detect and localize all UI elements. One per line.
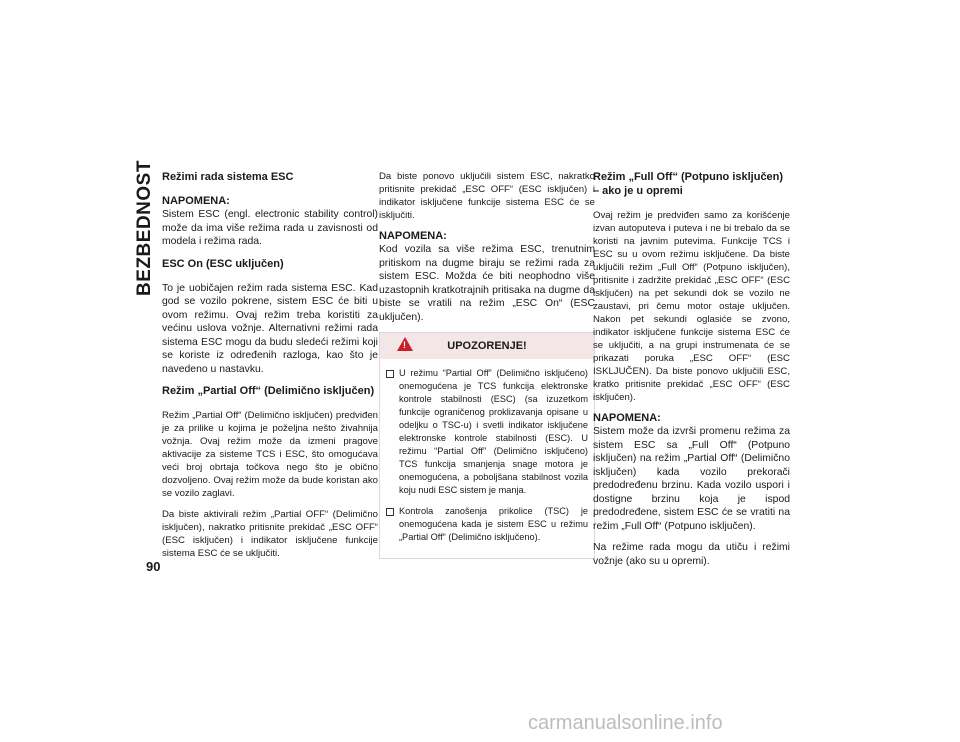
warning-triangle-icon [397, 337, 413, 351]
partial-off-text: Režim „Partial Off“ (Delimično isključen) predviđen je za prilike u kojima je poželjna nešto živahnija vožnja. Ovaj režim može da izmeni pragove aktivacije za sisteme TCS i ESC, što omogućava veći broj obrtaja točkova nego što je obično dozvoljeno. Ovaj režim može da bude koristan ako se vozilo zaglavi. [162, 410, 378, 499]
column-middle [379, 170, 595, 559]
column-left [162, 170, 378, 568]
esc-on-text: To je uobičajen režim rada sistema ESC. Kad god se vozilo pokrene, sistem ESC će biti u ovom režimu. Ovaj režim treba koristiti za većinu uslova vožnje. Alternativni režimi rada sistema ESC mogu da budu sledeći režimi koji se koriste iz određenih razloga, kao što je navedeno u nastavku. [162, 282, 378, 375]
watermark: carmanualsonline.info [528, 712, 723, 734]
page-number: 90 [146, 559, 161, 574]
bullet-square-icon [386, 508, 394, 516]
bullet-square-icon [386, 370, 394, 378]
warning-header [380, 333, 594, 359]
closing-text: Na režime rada mogu da utiču i režimi vožnje (ako su u opremi). [593, 542, 790, 567]
warning-item-text: U režimu “Partial Off” (Delimično isključeno) onemogućena je TCS funkcija elektronske kontrole stabilnosti (ESC) (sa izuzetkom funkcije ograničenog proklizavanja opisane u odeljku o TSC-u) i svetli indikator isključene elektronske kontrole stabilnosti (ESC). U režimu “Partial Off” (Delimično isključeno) TCS funkcija smanjenja snage motora je onemogućena, a poboljšana stabilnost vozila koju nudi ESC sistem je manja. [399, 368, 588, 495]
note-label: NAPOMENA: [162, 195, 230, 207]
section-title [133, 160, 157, 296]
esc-modes-heading: Režimi rada sistema ESC [162, 171, 294, 183]
full-off-heading: Režim „Full Off“ (Potpuno isključen) – ako je u opremi [593, 171, 784, 197]
warning-item [384, 367, 588, 497]
section-title-text: BEZBEDNOST [134, 160, 155, 296]
reactivate-text: Da biste ponovo uključili sistem ESC, nakratko pritisnite prekidač „ESC OFF“ (ESC isključen) i indikator isključene funkcije sistema ESC će se isključiti. [379, 171, 595, 221]
warning-item [384, 505, 588, 544]
column-right [593, 170, 790, 576]
note-label: NAPOMENA: [593, 412, 661, 424]
warning-title: UPOZORENJE! [447, 340, 527, 352]
note-label: NAPOMENA: [379, 230, 447, 242]
full-off-text: Ovaj režim je predviđen samo za korišćenje izvan autoputeva i puteva i ne bi trebalo da se koristi na javnim putevima. Funkcije TCS i ESC su u ovom režimu isključene. Da biste uključili režim „Full Off“ (Potpuno isključen), pritisnite i zadržite prekidač „ESC OFF“ (ESC isključen) na pet sekundi dok se vozilo ne zaustavi, pri čemu motor ostaje uključen. Nakon pet sekundi oglasiće se zvono, indikator isključene funkcije sistema ESC će se uključiti, a na grupi instrumenata će se prikazati poruka „ESC OFF“ (ESC ISKLJUČEN). Da biste ponovo uključili ESC, kratko pritisnite prekidač „ESC OFF“ (ESC isključen). [593, 210, 790, 403]
partial-off-heading: Režim „Partial Off“ (Delimično isključen) [162, 385, 375, 397]
esc-on-heading: ESC On (ESC uključen) [162, 257, 284, 270]
note-text: Kod vozila sa više režima ESC, trenutnim pritiskom na dugme biraju se režimi rada za sistem ESC. Možda će biti neophodno više uzastopnih kratkotrajnih pritisaka na dugme da biste se vratili na režim „ESC On“ (ESC uključen). [379, 244, 595, 323]
note-text: Sistem može da izvrši promenu režima za sistem ESC sa „Full Off“ (Potpuno isključen) na režim „Partial Off“ (Delimično isključen) kada vozilo prekorači predodređenu brzinu. Kada vozilo uspori i dostigne brzinu koja je ispod predodređene, sistem ESC će se vratiti na režim „Full Off“ (Potpuno isključen). [593, 426, 790, 532]
note-text: Sistem ESC (engl. electronic stability control) može da ima više režima rada u zavisnosti od modela i režima rada. [162, 209, 378, 247]
activate-partial-text: Da biste aktivirali režim „Partial OFF“ (Delimično isključen), nakratko pritisnite prekidač „ESC OFF“ (ESC isključen) i indikator isključene funkcije sistema ESC će se uključiti. [162, 509, 378, 559]
warning-item-text: Kontrola zanošenja prikolice (TSC) je onemogućena kada je sistem ESC u režimu „Partial Off“ (Delimično isključeno). [399, 506, 588, 542]
warning-body [380, 359, 594, 558]
warning-box [379, 332, 595, 559]
